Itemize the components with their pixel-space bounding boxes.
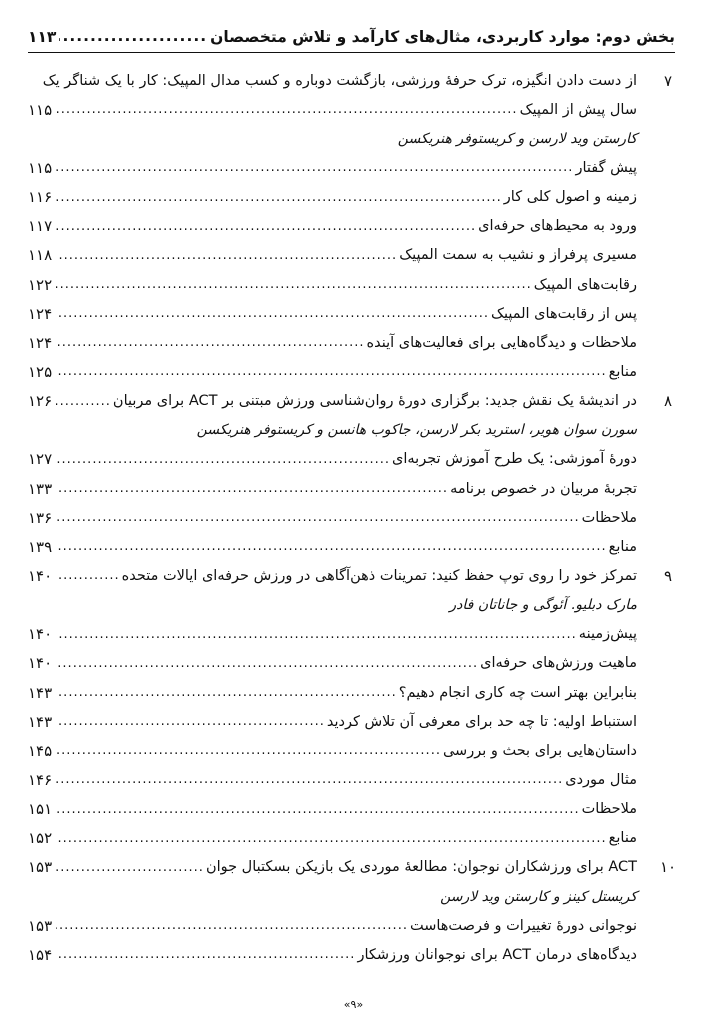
toc-page-number: ۱۴۶ [28,770,53,789]
toc-entry [28,328,679,357]
toc-chapter-title [28,561,679,590]
toc-entry-body [28,270,637,299]
toc-entry-text: بنابراین بهتر است چه کاری انجام دهیم؟ [398,684,637,701]
toc-page-number: ۱۵۲ [28,829,53,848]
toc-entry-body [28,532,637,561]
toc-entry [28,153,679,182]
toc-entry-body [28,153,637,182]
toc-page-number: ۱۵۳ [28,858,53,877]
toc-author-line [28,124,679,153]
toc-page-number: ۱۵۴ [28,945,53,964]
toc-entry-body [28,357,637,386]
dot-leader [56,191,502,204]
dot-leader [56,832,607,845]
toc-entry [28,474,679,503]
dot-leader [56,657,478,670]
toc-entry [28,532,679,561]
toc-page-number: ۱۵۱ [28,800,53,819]
toc-entry [28,736,679,765]
toc-chapter-title [28,66,679,95]
dot-leader [56,482,448,495]
toc-entry-body [28,591,637,620]
dot-leader [56,278,532,291]
section-page-number: ۱۱۳ [28,28,57,46]
toc-entry-text: ملاحظات و دیدگاه‌هایی برای فعالیت‌های آینده [366,334,637,351]
toc-author-line [28,882,679,911]
toc-entry [28,445,679,474]
toc-entry-body [28,183,637,212]
toc-entry-text: ملاحظات [581,801,637,818]
toc-entry-text: منابع [608,830,637,847]
dot-leader [56,365,607,378]
chapter-number: ۸ [663,392,673,411]
dot-leader [56,540,607,553]
toc-page-number: ۱۱۵ [28,100,53,119]
toc-entry-body [28,328,637,357]
toc-entry-text: منابع [608,363,637,380]
toc-entry [28,299,679,328]
toc-page-number: ۱۴۳ [28,683,53,702]
chapter-number: ۹ [663,566,673,585]
toc-entry-text: رقابت‌های المپیک [533,276,637,293]
toc-page-number: ۱۲۴ [28,333,53,352]
toc-page-number: ۱۱۵ [28,158,53,177]
toc-entry-text: ملاحظات [581,509,637,526]
toc-page-number: ۱۱۸ [28,246,53,265]
toc-entry-body [28,299,637,328]
toc-entry-text: سورن سوان هویر، استرید بکر لارسن، جاکوب هانسن و کریستوفر هنریکسن [196,422,637,439]
toc-entry [28,911,679,940]
toc-entry-body [28,795,637,824]
toc-entry-text: زمینه و اصول کلی کار [503,189,637,206]
dot-leader [56,686,397,699]
toc-entry-body [28,503,637,532]
toc-page-number: ۱۵۳ [28,916,53,935]
section-header [28,22,675,53]
toc-entry-body [28,66,637,95]
dot-leader [56,715,325,728]
toc-entry-body [28,649,637,678]
dot-leader [56,861,204,874]
dot-leader [56,744,441,757]
toc-entry-text: پس از رقابت‌های المپیک [491,305,637,322]
toc-entry-text: ACT برای ورزشکاران نوجوان: مطالعهٔ موردی یک بازیکن بسکتبال جوان [205,859,637,876]
toc-entry-text: استنباط اولیه: تا چه حد برای معرفی آن تلاش کردید [326,713,637,730]
toc-entry [28,95,679,124]
toc-entry [28,824,679,853]
toc-entry-text: تجربهٔ مربیان در خصوص برنامه [450,480,637,497]
toc-entry [28,212,679,241]
toc-page-number: ۱۴۵ [28,741,53,760]
toc-entry-body [28,474,637,503]
dot-leader [56,249,397,262]
toc-entry [28,620,679,649]
toc-entry [28,503,679,532]
dot-leader [56,336,365,349]
chapter-number: ۱۰ [659,858,677,877]
toc-entry-text: در اندیشهٔ یک نقش جدید: برگزاری دورهٔ روان‌شناسی ورزش مبتنی بر ACT برای مربیان [112,393,637,410]
toc-entry [28,270,679,299]
toc-author-line [28,416,679,445]
toc-entry [28,241,679,270]
toc-entry-body [28,561,637,590]
toc-entry-body [28,241,637,270]
toc-page-number: ۱۳۶ [28,508,53,527]
toc-entry-body [28,882,637,911]
toc-entry-body [28,765,637,794]
toc-entry-text: منابع [608,538,637,555]
toc-entry-text: مارک دبلیو. آئوگی و جاناتان فادر [449,597,637,614]
dot-leader [56,395,111,408]
toc-page-number: ۱۲۵ [28,362,53,381]
dot-leader [56,307,489,320]
toc-entry-body [28,678,637,707]
toc-page-number: ۱۱۷ [28,217,53,236]
dot-leader [56,453,390,466]
toc-page-number: ۱۴۰ [28,625,53,644]
toc-entry-body [28,911,637,940]
toc-entry-body [28,940,637,969]
toc-entry-body [28,416,637,445]
toc-entry-text: دورهٔ آموزشی: یک طرح آموزش تجربه‌ای [392,451,637,468]
dot-leader [59,29,207,45]
toc-page-number: ۱۲۴ [28,304,53,323]
toc-entry-body [28,824,637,853]
toc-entry-body [28,707,637,736]
toc-entry-body [28,124,637,153]
toc-entry-text: نوجوانی دورهٔ تغییرات و فرصت‌هاست [409,917,637,934]
toc-page-number: ۱۴۰ [28,654,53,673]
toc-author-line [28,591,679,620]
toc-entry-body [28,387,637,416]
toc-entry-text: ماهیت ورزش‌های حرفه‌ای [480,655,637,672]
toc-page-number: ۱۲۲ [28,275,53,294]
toc-page-number: ۱۲۷ [28,450,53,469]
toc-entry-body [28,445,637,474]
toc-page-number: ۱۴۰ [28,566,53,585]
toc-entry-text: دیدگاه‌های درمان ACT برای نوجوانان ورزشکار [357,946,637,963]
toc-entry-text: از دست دادن انگیزه، ترک حرفهٔ ورزشی، بازگشت دوباره و کسب مدال المپیک: کار با یک شناگر یک [42,72,637,89]
dot-leader [56,569,120,582]
toc-chapter-title [28,387,679,416]
toc-entry-text: مسیری پرفراز و نشیب به سمت المپیک [399,247,637,264]
dot-leader [56,628,577,641]
dot-leader [56,948,355,961]
toc-entry-text: ورود به محیط‌های حرفه‌ای [478,218,637,235]
toc-entry-text: مثال موردی [565,771,637,788]
toc-entry-body [28,736,637,765]
toc-entry-text: کارستن وید لارسن و کریستوفر هنریکسن [397,130,637,147]
dot-leader [56,919,408,932]
dot-leader [56,773,563,786]
dot-leader [56,511,580,524]
page-number: «۹» [343,998,364,1011]
toc-entry [28,649,679,678]
toc-entry [28,357,679,386]
toc-chapter-title [28,853,679,882]
dot-leader [56,803,580,816]
toc-entry-body [28,95,637,124]
toc-page-number: ۱۳۳ [28,479,53,498]
chapter-number: ۷ [663,71,673,90]
section-title: بخش دوم: موارد کاربردی، مثال‌های کارآمد و تلاش متخصصان [210,28,675,46]
toc-entry-text: پیش‌زمینه [578,626,637,643]
toc-entry [28,678,679,707]
toc-entry-text: پیش گفتار [575,159,637,176]
toc-page-number: ۱۱۶ [28,188,53,207]
toc-entry [28,795,679,824]
dot-leader [56,103,518,116]
toc-entry [28,765,679,794]
toc-entry-text: سال پیش از المپیک [519,101,637,118]
toc-list [28,66,679,969]
toc-entry-body [28,853,637,882]
toc-page-number: ۱۳۹ [28,537,53,556]
toc-page-number: ۱۴۳ [28,712,53,731]
dot-leader [56,161,573,174]
toc-entry [28,940,679,969]
toc-entry-text: داستان‌هایی برای بحث و بررسی [442,742,637,759]
toc-entry [28,707,679,736]
toc-entry [28,183,679,212]
toc-entry-text: کریستل کینز و کارستن وید لارسن [440,888,637,905]
toc-entry-text: تمرکز خود را روی توپ حفظ کنید: تمرینات ذهن‌آگاهی در ورزش حرفه‌ای ایالات متحده [121,567,637,584]
toc-page-number: ۱۲۶ [28,392,53,411]
dot-leader [56,220,476,233]
toc-entry-body [28,212,637,241]
toc-entry-body [28,620,637,649]
